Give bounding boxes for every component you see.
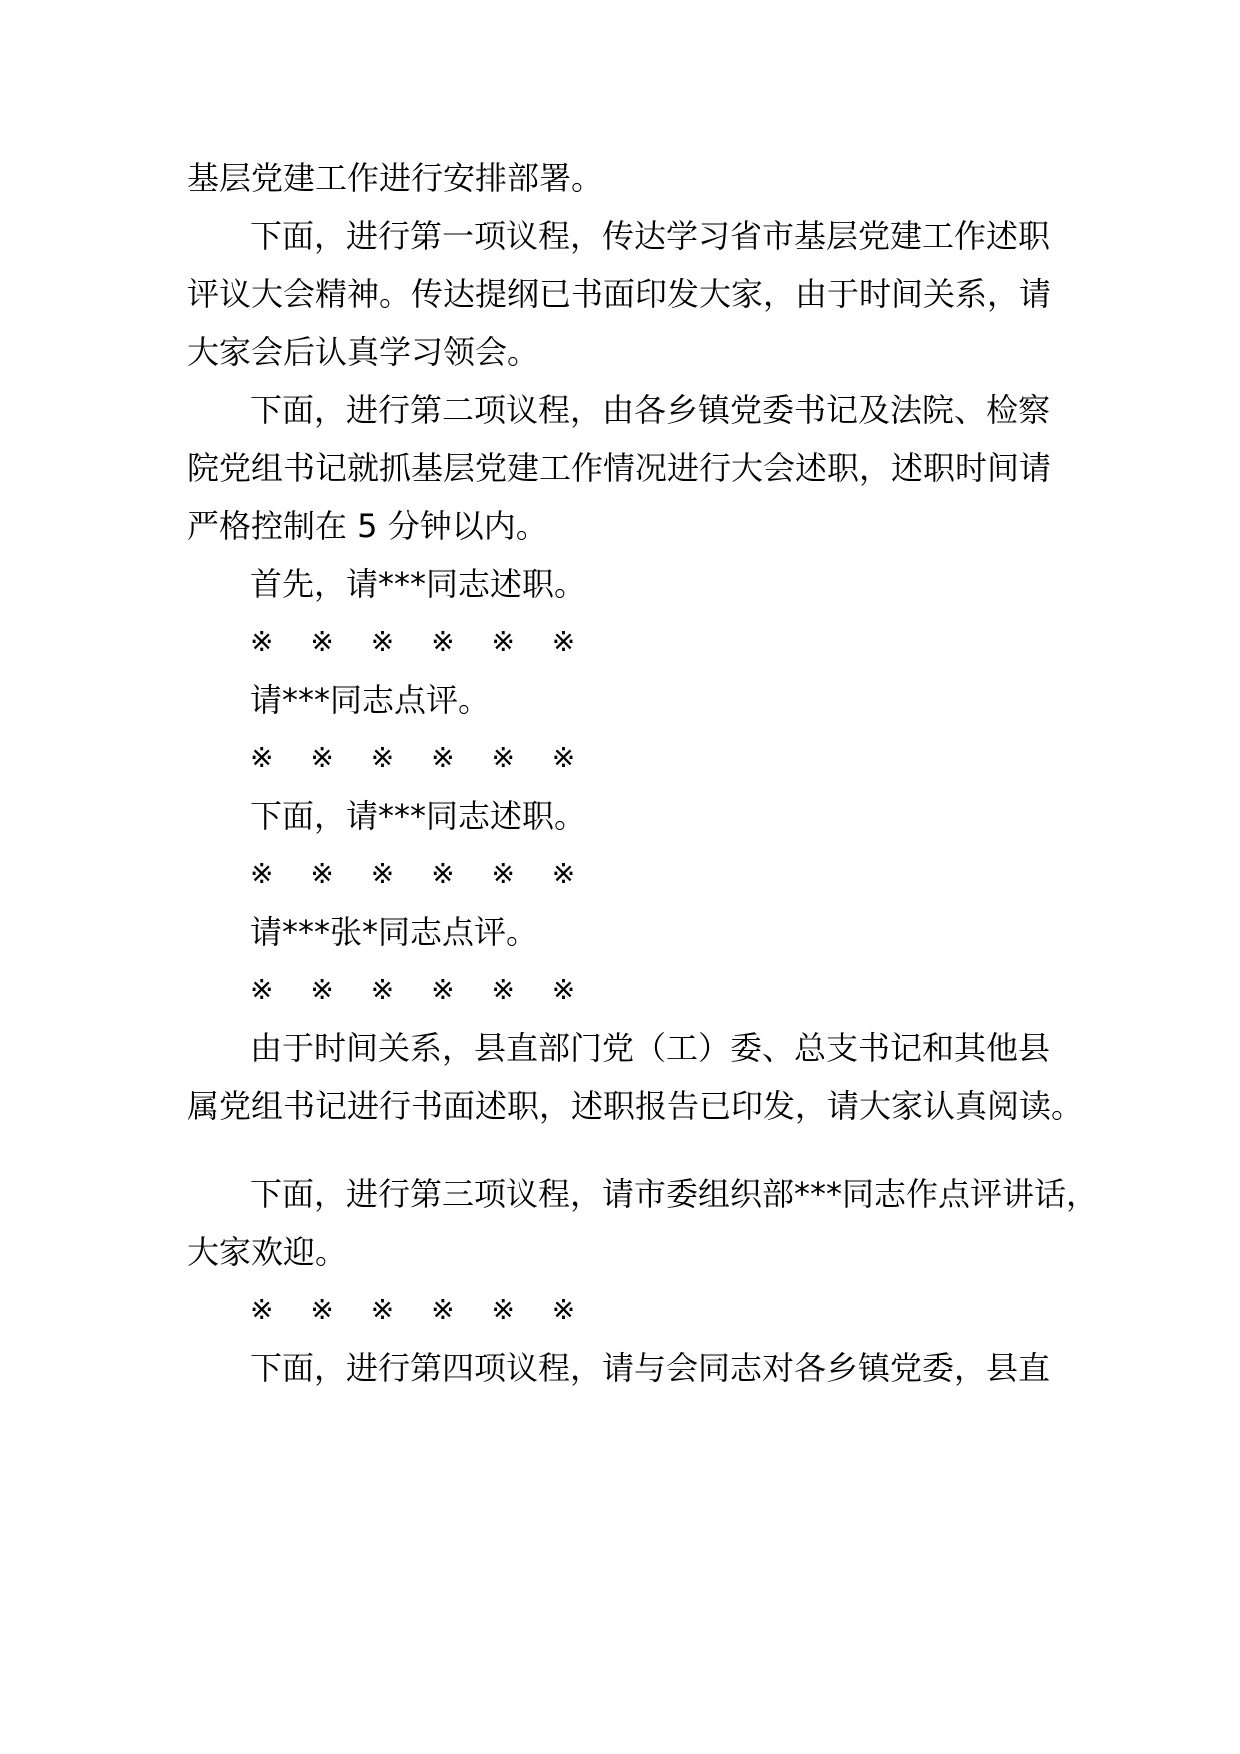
paragraph-line: 基层党建工作进行安排部署。 — [187, 159, 604, 197]
paragraph-line: 大家欢迎。 — [187, 1233, 348, 1271]
paragraph-line: 下面，进行第二项议程，由各乡镇党委书记及法院、检察 — [250, 391, 1051, 429]
paragraph-line: 由于时间关系，县直部门党（工）委、总支书记和其他县 — [250, 1029, 1051, 1067]
separator-marks: ※ ※ ※ ※ ※ ※ — [250, 1293, 590, 1326]
paragraph-line: 首先，请***同志述职。 — [250, 565, 587, 603]
paragraph-line: 请***同志点评。 — [250, 681, 491, 719]
separator-marks: ※ ※ ※ ※ ※ ※ — [250, 973, 590, 1006]
paragraph-line: 下面，进行第三项议程，请市委组织部***同志作点评讲话， — [250, 1175, 1099, 1213]
paragraph-line: 院党组书记就抓基层党建工作情况进行大会述职，述职时间请 — [187, 449, 1052, 487]
separator-marks: ※ ※ ※ ※ ※ ※ — [250, 741, 590, 774]
paragraph-line: 属党组书记进行书面述职，述职报告已印发，请大家认真阅读。 — [187, 1087, 1084, 1125]
paragraph-line: 下面，请***同志述职。 — [250, 797, 587, 835]
separator-marks: ※ ※ ※ ※ ※ ※ — [250, 857, 590, 890]
paragraph-line: 评议大会精神。传达提纲已书面印发大家，由于时间关系，请 — [187, 275, 1052, 313]
paragraph-line: 请***张*同志点评。 — [250, 913, 539, 951]
separator-marks: ※ ※ ※ ※ ※ ※ — [250, 625, 590, 658]
paragraph-line: 下面，进行第四项议程，请与会同志对各乡镇党委，县直 — [250, 1349, 1051, 1387]
paragraph-line: 下面，进行第一项议程，传达学习省市基层党建工作述职 — [250, 217, 1051, 255]
paragraph-line: 严格控制在 5 分钟以内。 — [187, 507, 548, 545]
paragraph-line: 大家会后认真学习领会。 — [187, 333, 540, 371]
